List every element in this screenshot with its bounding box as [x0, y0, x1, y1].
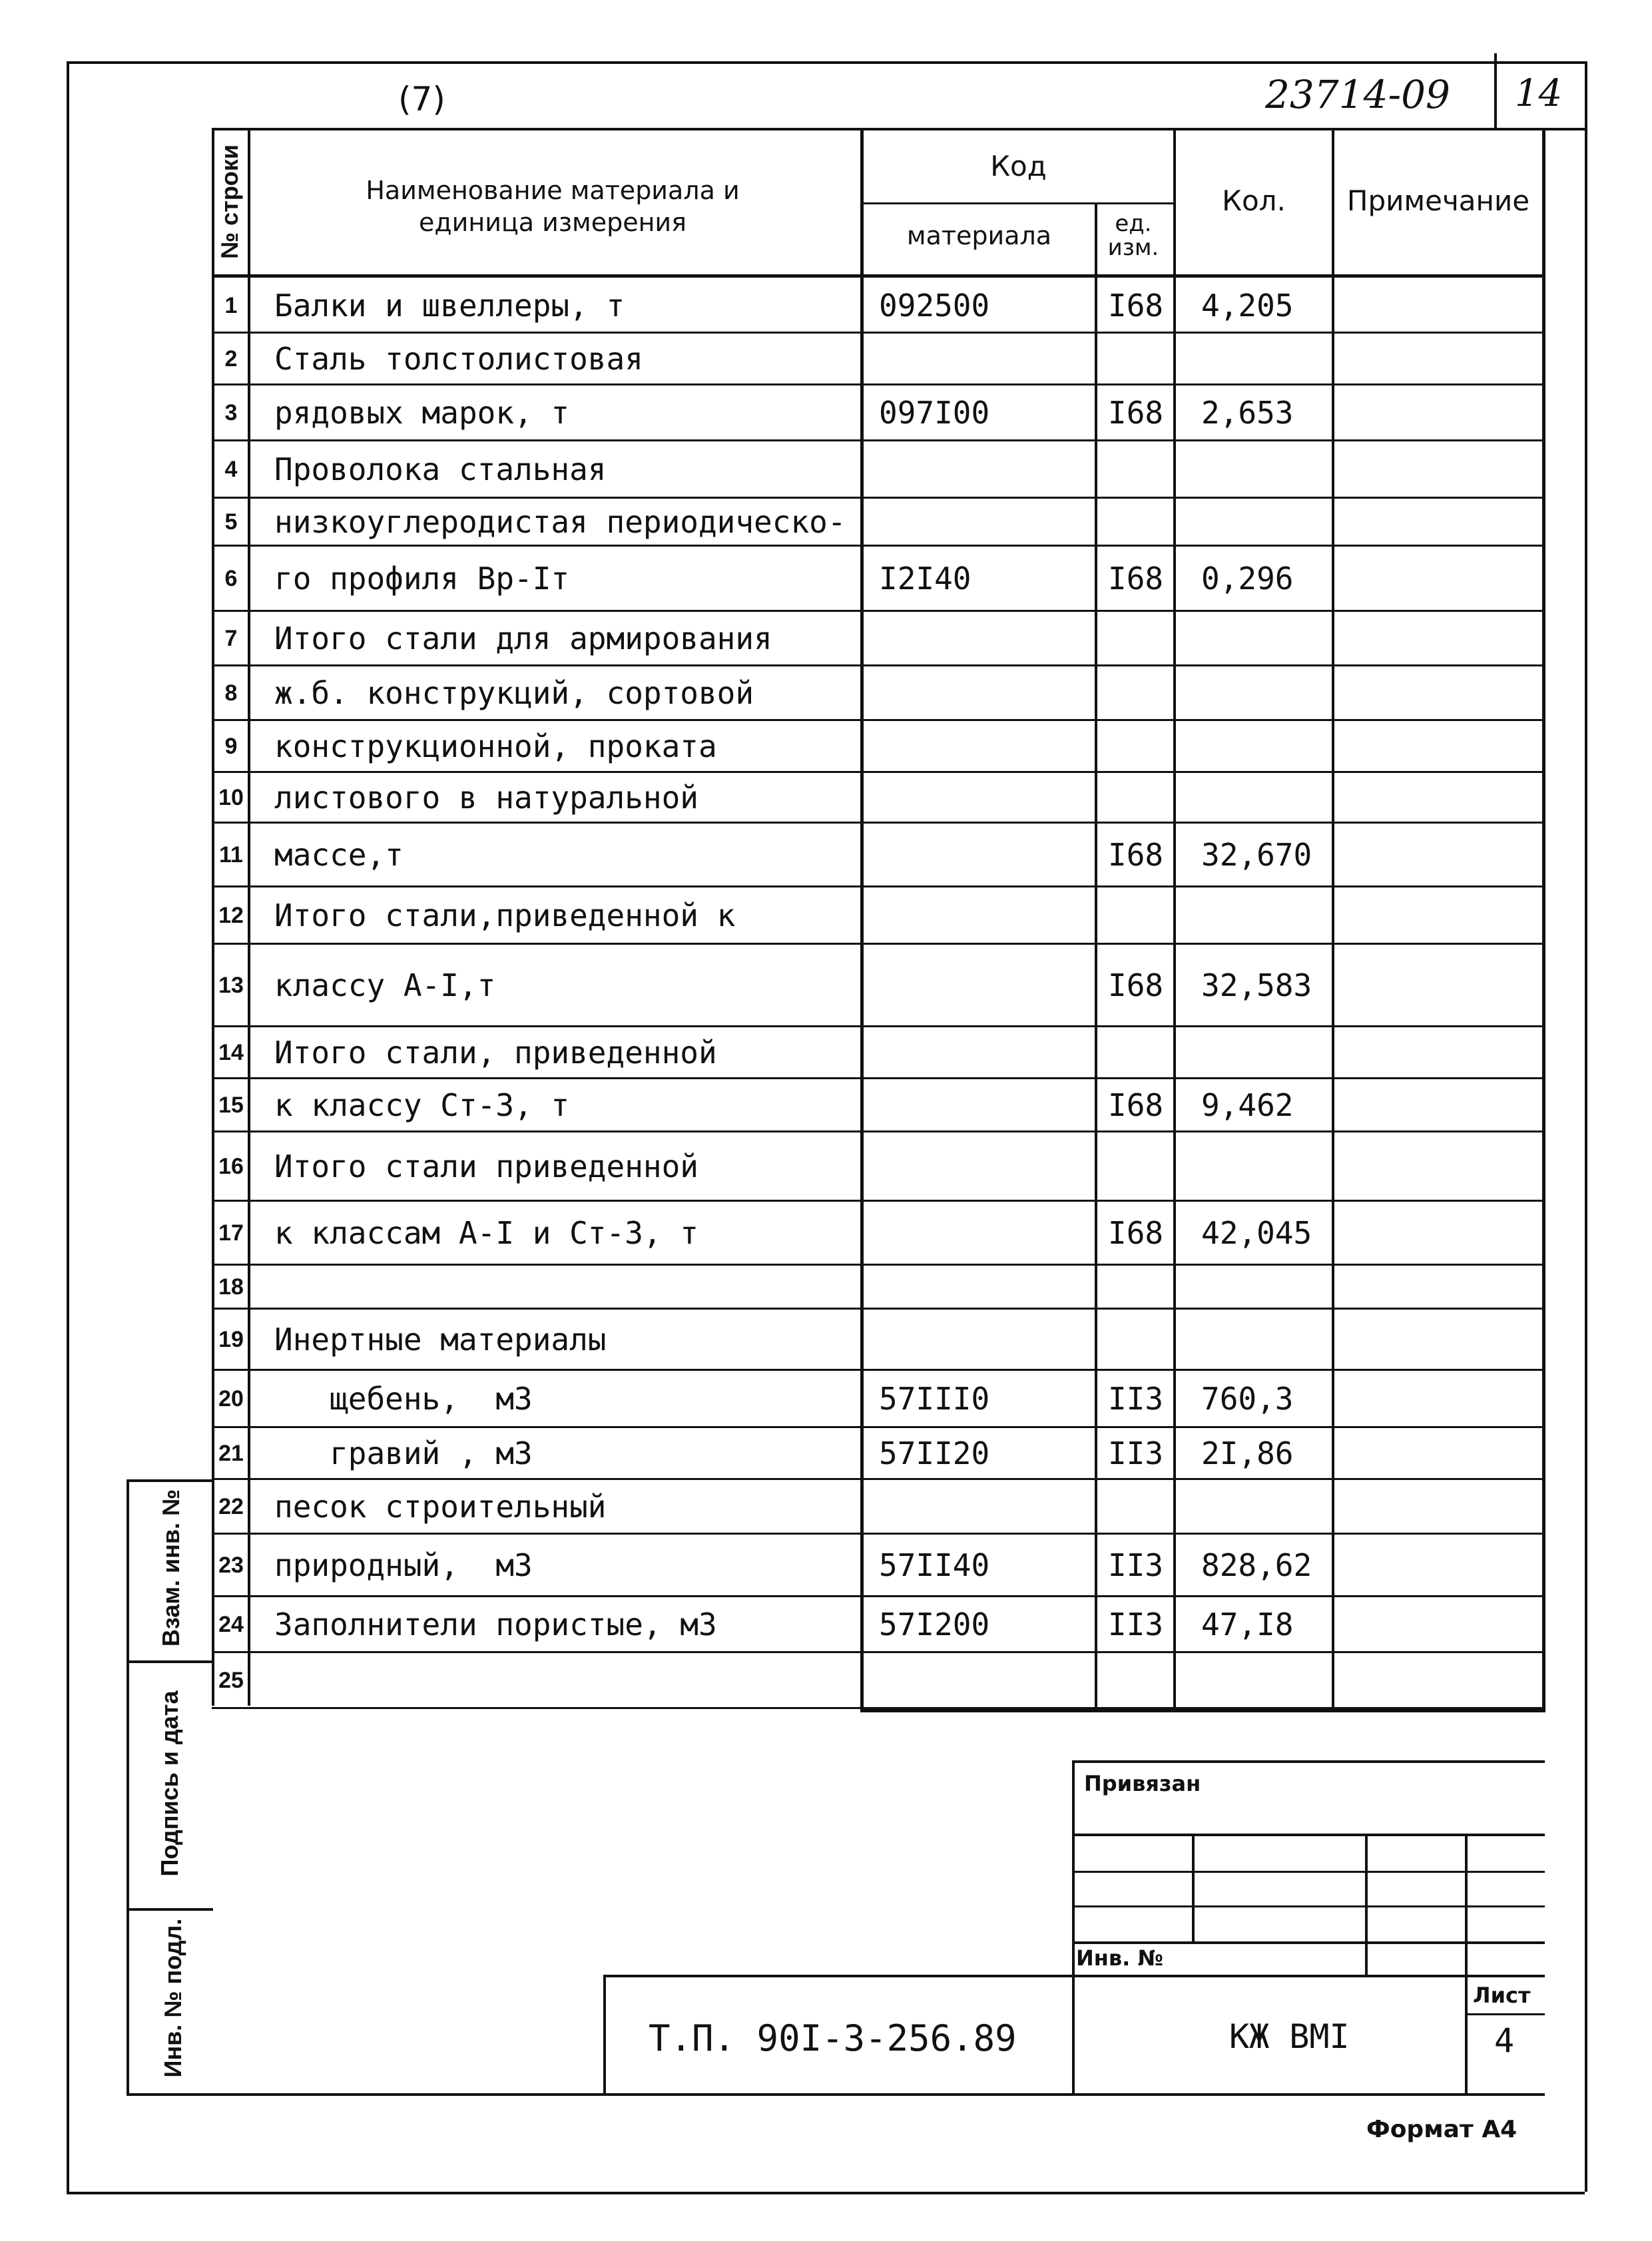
quantity: 2,653	[1201, 395, 1294, 431]
section-number: (7)	[398, 80, 445, 119]
table-row	[212, 1652, 1543, 1708]
unit-code: II3	[1108, 1607, 1164, 1642]
row-number: 7	[224, 626, 238, 651]
unit-code: I68	[1108, 967, 1164, 1003]
row-number: 10	[218, 785, 244, 810]
quantity: 9,462	[1201, 1087, 1294, 1123]
row-number: 25	[218, 1668, 244, 1693]
inv-no-label: Инв. №	[1076, 1945, 1163, 1971]
row-number: 23	[218, 1553, 244, 1578]
material-name: Заполнители пористые, м3	[274, 1607, 717, 1642]
row-number: 8	[224, 680, 238, 706]
row-number: 1	[224, 292, 238, 318]
document-code: 23714-09	[1265, 72, 1450, 117]
material-name: гравий , м3	[274, 1435, 533, 1471]
unit-code: II3	[1108, 1547, 1164, 1583]
quantity: 828,62	[1201, 1547, 1312, 1583]
material-name: Итого стали для армирования	[274, 621, 772, 656]
format-label: Формат А4	[1366, 2116, 1517, 2143]
frame-top	[67, 61, 1585, 64]
unit-code: II3	[1108, 1435, 1164, 1471]
header-row-number: № строки	[216, 144, 243, 259]
material-name: ж.б. конструкций, сортовой	[274, 675, 754, 711]
row-number: 2	[224, 346, 238, 372]
material-name: к классам А-I и Ст-3, т	[274, 1215, 698, 1251]
header-note: Примечание	[1346, 184, 1530, 217]
row-number: 15	[218, 1093, 244, 1118]
page-number-box-left	[1494, 53, 1497, 128]
header-code: Код	[990, 150, 1047, 182]
table-row	[212, 1265, 1543, 1309]
privyazan-label: Привязан	[1084, 1771, 1201, 1796]
label-vzam-inv: Взам. инв. №	[157, 1489, 184, 1647]
quantity: 0,296	[1201, 561, 1294, 597]
quantity: 42,045	[1201, 1215, 1312, 1251]
sheet-label: Лист	[1473, 1983, 1531, 2008]
material-name: Сталь толстолистовая	[274, 341, 643, 377]
material-name: конструкционной, проката	[274, 728, 717, 764]
quantity: 47,I8	[1201, 1607, 1294, 1642]
material-name: Итого стали, приведенной	[274, 1035, 717, 1071]
material-name: песок строительный	[274, 1489, 607, 1525]
drawing-mark: КЖ ВМI	[1229, 2017, 1350, 2056]
header-material-code: материала	[906, 221, 1052, 250]
frame-bottom	[67, 2192, 1585, 2194]
row-number: 18	[218, 1274, 244, 1300]
material-name: листового в натуральной	[274, 780, 698, 816]
quantity: 4,205	[1201, 287, 1294, 324]
material-name: го профиля Вр-Iт	[274, 561, 570, 597]
material-name: Итого стали приведенной	[274, 1148, 698, 1184]
material-code: 092500	[879, 287, 990, 324]
row-number: 20	[218, 1386, 244, 1411]
row-number: 21	[218, 1441, 244, 1466]
row-number: 19	[218, 1327, 244, 1352]
row-number: 14	[218, 1040, 244, 1065]
sheet-number: 4	[1494, 2021, 1515, 2060]
material-name: к классу Ст-3, т	[274, 1087, 570, 1123]
material-name: природный, м3	[274, 1547, 533, 1583]
project-designation: Т.П. 90I-3-256.89	[649, 2017, 1017, 2059]
material-name: Инертные материалы	[274, 1322, 607, 1358]
unit-code: I68	[1108, 1215, 1164, 1251]
row-number: 13	[218, 973, 244, 998]
header-material-name: Наименование материала и единица измерения	[366, 176, 740, 237]
material-code: 57II20	[879, 1435, 990, 1471]
material-code: I2I40	[879, 561, 971, 597]
material-name: Итого стали,приведенной к	[274, 897, 736, 933]
row-number: 17	[218, 1220, 244, 1246]
unit-code: II3	[1108, 1381, 1164, 1417]
quantity: 32,583	[1201, 967, 1312, 1003]
page-number: 14	[1515, 72, 1563, 115]
unit-code: I68	[1108, 837, 1164, 873]
material-name: щебень, м3	[274, 1381, 533, 1417]
material-code: 57II40	[879, 1547, 990, 1583]
row-number: 4	[224, 457, 238, 482]
material-name: классу А-I,т	[274, 967, 496, 1003]
header-quantity: Кол.	[1222, 184, 1286, 217]
unit-code: I68	[1108, 1087, 1164, 1123]
material-name: низкоуглеродистая периодическо-	[274, 504, 846, 540]
row-number: 9	[224, 734, 238, 759]
row-number: 12	[218, 903, 244, 928]
material-code: 097I00	[879, 395, 990, 431]
row-number: 3	[224, 400, 238, 425]
unit-code: I68	[1108, 287, 1164, 324]
unit-code: I68	[1108, 395, 1164, 431]
quantity: 760,3	[1201, 1381, 1294, 1417]
material-code: 57III0	[879, 1381, 990, 1417]
material-name: Балки и швеллеры, т	[274, 287, 625, 324]
row-number: 11	[219, 842, 243, 868]
material-name: рядовых марок, т	[274, 395, 570, 431]
row-number: 16	[218, 1154, 244, 1179]
material-code: 57I200	[879, 1607, 990, 1642]
material-name: массе,т	[274, 837, 404, 873]
material-name: Проволока стальная	[274, 451, 607, 487]
unit-code: I68	[1108, 561, 1164, 597]
quantity: 32,670	[1201, 837, 1312, 873]
row-number: 6	[224, 566, 238, 591]
row-number: 24	[218, 1612, 244, 1637]
table-row	[212, 823, 1543, 887]
header-unit: ед. изм.	[1107, 210, 1159, 261]
row-number: 22	[218, 1494, 244, 1519]
quantity: 2I,86	[1201, 1435, 1294, 1471]
row-number: 5	[224, 509, 238, 535]
label-inv-podl: Инв. № подл.	[159, 1918, 186, 2078]
label-podpis-data: Подпись и дата	[156, 1690, 183, 1877]
frame-left	[67, 61, 69, 2192]
